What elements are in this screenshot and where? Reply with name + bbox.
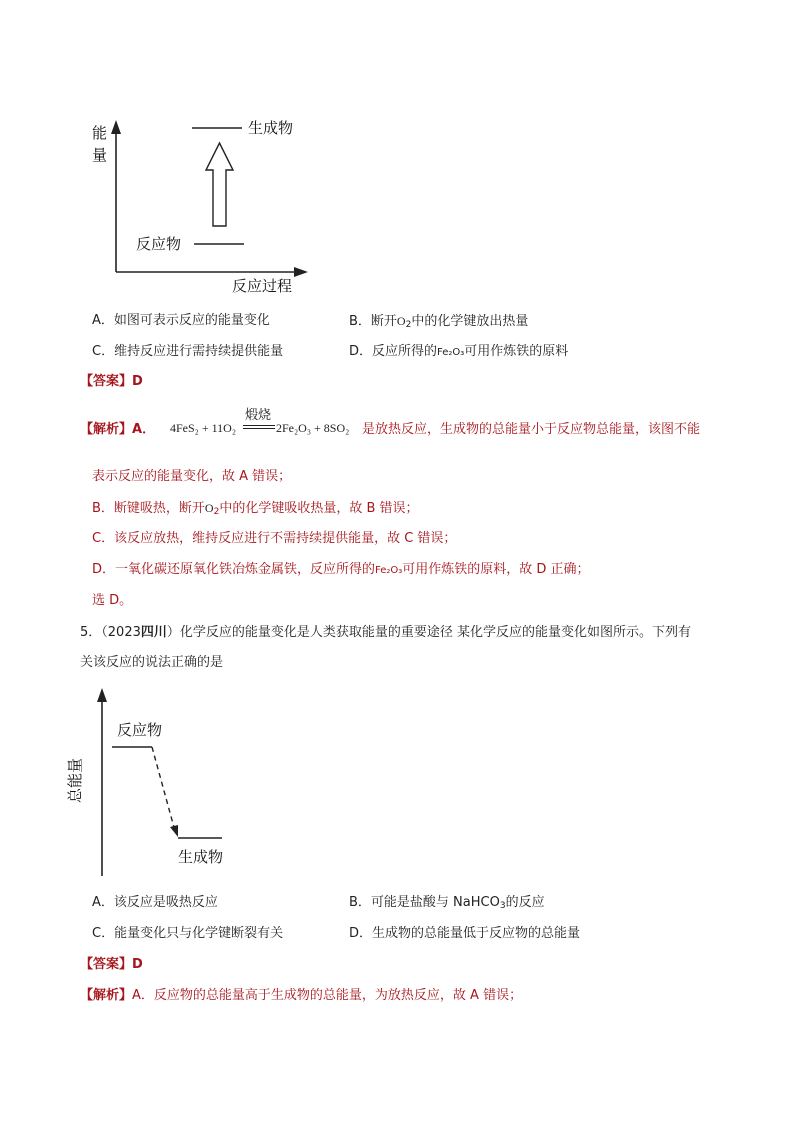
equation-left: 4FeS₂ + 11O₂ bbox=[170, 421, 237, 435]
q4-analysis-c: C．该反应放热，维持反应进行不需持续提供能量，故 C 错误； bbox=[92, 531, 457, 546]
dashed-transition bbox=[152, 747, 175, 831]
q4-analysis-b: B．断键吸热，断开$O_2$中的化学键吸收热量，故 B 错误； bbox=[92, 501, 419, 517]
q4-analysis-d: D．一氧化碳还原氧化铁冶炼金属铁，反应所得的Fe₂O₃可用作炼铁的原料，故 D 正确； bbox=[92, 562, 590, 577]
q4-option-b: B．断开$O_2$中的化学键放出热量 bbox=[349, 314, 529, 330]
y-axis-2-arrow bbox=[97, 688, 107, 702]
diagram2-ylabel: 总能量 bbox=[66, 757, 85, 804]
diagram1-product-label: 生成物 bbox=[248, 119, 294, 137]
q5-option-b: B．可能是盐酸与 NaHCO$_3$的反应 bbox=[349, 895, 545, 911]
equation-condition: 煅烧 bbox=[245, 408, 272, 423]
diagram1-xlabel: 反应过程 bbox=[232, 277, 293, 295]
equation-equals-sign bbox=[243, 425, 275, 429]
diagram1-reactant-label: 反应物 bbox=[136, 235, 182, 253]
equation-right: 2Fe₂O₃ + 8SO₂ bbox=[276, 421, 350, 435]
q4-analysis-tag: 【解析】A． bbox=[80, 422, 156, 437]
q5-option-a: A．该反应是吸热反应 bbox=[92, 895, 218, 910]
q4-conclusion: 选 D。 bbox=[92, 593, 133, 608]
q4-answer: 【答案】D bbox=[80, 374, 143, 389]
diagram2-reactant-label: 反应物 bbox=[117, 721, 163, 739]
q5-stem-line1: 5．（2023四川）化学反应的能量变化是人类获取能量的重要途径 某化学反应的能量变化如图所示。下列有 bbox=[80, 625, 692, 640]
diagram1-ylabel-2: 量 bbox=[92, 146, 108, 164]
q4-analysis-a-line2: 表示反应的能量变化，故 A 错误； bbox=[92, 469, 292, 484]
hollow-up-arrow bbox=[206, 143, 233, 226]
transition-arrowhead bbox=[170, 825, 178, 837]
q4-analysis-a-post: 是放热反应，生成物的总能量小于反应物总能量，该图不能 bbox=[362, 422, 701, 437]
diagram1-ylabel-1: 能 bbox=[92, 124, 108, 142]
q4-option-d: D．反应所得的Fe₂O₃可用作炼铁的原料 bbox=[349, 344, 569, 359]
q5-stem-line2: 关该反应的说法正确的是 bbox=[80, 655, 224, 670]
q4-option-c: C．维持反应进行需持续提供能量 bbox=[92, 344, 284, 359]
q4-option-a: A．如图可表示反应的能量变化 bbox=[92, 313, 270, 328]
q5-option-d: D．生成物的总能量低于反应物的总能量 bbox=[349, 926, 581, 941]
q5-option-c: C．能量变化只与化学键断裂有关 bbox=[92, 926, 284, 941]
y-axis-arrow bbox=[111, 120, 121, 134]
diagram2-product-label: 生成物 bbox=[178, 848, 224, 866]
q5-answer: 【答案】D bbox=[80, 957, 143, 972]
q5-analysis-a: 【解析】A．反应物的总能量高于生成物的总能量，为放热反应，故 A 错误； bbox=[80, 988, 523, 1003]
energy-diagram-1 bbox=[80, 110, 340, 300]
x-axis-arrow bbox=[294, 267, 308, 277]
